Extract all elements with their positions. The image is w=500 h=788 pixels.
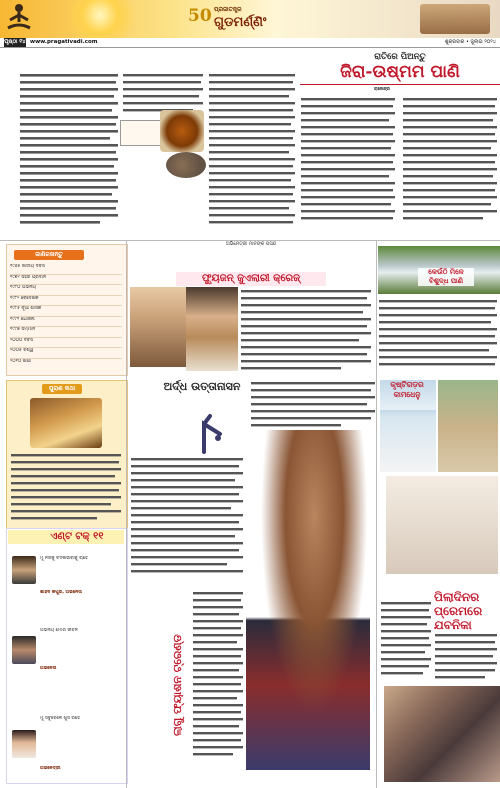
quote-author: ଅଭିନେତ୍ରୀ (40, 766, 61, 771)
article-text-block-3 (208, 72, 296, 240)
facts-title: ଜାଣିରଖନ୍ତୁ (14, 250, 84, 260)
mythology-text (10, 452, 122, 526)
quote-text: ମୁଁ ସବୁବେଳେ ଖୁସି ରହେ (40, 716, 80, 721)
article-text-block-4 (300, 96, 498, 240)
feature-photo (386, 476, 498, 574)
facts-list (10, 264, 122, 370)
cumin-seeds-photo (166, 152, 206, 178)
list-item: ୧୯୬୫ ଜାତୀୟ ଦିବସ (10, 264, 122, 275)
profile-text-2 (434, 632, 498, 684)
mythology-illustration (30, 398, 102, 448)
yoga-pose-icon (184, 404, 242, 454)
actor-photo (12, 636, 36, 664)
section-divider (0, 240, 500, 241)
quote-text: ଅଭିନୟ ମୋର ଜୀବନ (40, 628, 78, 633)
issue-date: ଶୁକ୍ରବାର • ଜୁଲାଇ ୨୦୨୪ (444, 39, 496, 45)
cow-title: କୃଷ୍ଟିଗଡ଼ର କାମଧେନୁ (378, 380, 436, 410)
byline: ରାଜେନ୍ଦ୍ର (373, 87, 391, 92)
cow-photo-2 (438, 380, 498, 472)
model-photo (186, 287, 238, 371)
list-item: ୨୦୦୦ ଦିବସ (10, 338, 122, 349)
list-item: ୧୯୮୦ ଅଭିନୟ (10, 285, 122, 296)
vertical-title: ଲାଗୁ ଫ୍ୟାଶନ ଟ୍ରେଣ୍ଡ (171, 634, 184, 736)
actress-text (192, 590, 244, 778)
waterfall-title: କେଉଁଠି ମିଳେ ବିଶୁଦ୍ଧ ପାଣି (418, 268, 474, 286)
anniversary-logo: 50 (188, 6, 212, 26)
mythology-title: ପୁରାଣ କଥା (42, 384, 82, 394)
quote-text: ମୁଁ ନିଜକୁ ବଦଳାଇବାକୁ ଚାହେଁ (40, 556, 88, 561)
actor-photo (12, 556, 36, 584)
yoga-text (130, 456, 244, 584)
headline-main: ଜିରା-ଉଷ୍ମମ ପାଣି (340, 62, 460, 82)
model-photo (130, 287, 186, 367)
entertainment-title: ଏଣ୍ଟ ଟକ୍ ୧୧ (50, 531, 104, 542)
fashion-title: ଫ୍ୟୁଜନ୍ ଜୁଏଲାରୀ କ୍ରେଜ୍ (201, 273, 301, 284)
column-divider (376, 240, 377, 788)
brand-small: ପ୍ରଜାତନ୍ତ୍ର (214, 6, 242, 13)
column-divider (126, 240, 127, 788)
profile-text (380, 600, 432, 684)
list-item: ୨୦୧୦ ଶିକ୍ଷା (10, 358, 31, 364)
article-text-block-1 (18, 72, 120, 240)
site-url[interactable]: www.pragativadi.com (30, 39, 98, 45)
page-number: ପୃଷ୍ଠା ୧୪ (4, 39, 26, 45)
sunrise-graphic (55, 0, 145, 38)
headline-rule (300, 84, 500, 85)
fashion-text (240, 288, 376, 376)
meditation-figure-icon (4, 2, 34, 34)
list-item: ୨୦୦୫ ବିଶ୍ୱ (10, 348, 122, 359)
actress-photo (12, 730, 36, 758)
fashion-intro: ଅଭିନେତ୍ରୀ ମାନଙ୍କ ପସନ୍ଦ (225, 242, 277, 247)
list-item: ୧୯୯୧ ଯୋଜନା (10, 317, 122, 328)
couple-photo (384, 686, 500, 782)
list-item: ୧୯୯୭ ସମ୍ମାନ (10, 327, 122, 338)
actress-photo (246, 430, 370, 770)
waterfall-text (378, 298, 498, 376)
list-item: ୧୯୭୨ ସହର ପ୍ରଦାନ (10, 275, 122, 286)
list-item: ୧୯୮୫ ନୂଆ ଶାସକ (10, 306, 122, 317)
cumin-water-photo (160, 110, 204, 152)
profile-title: ପିଲାଦିନର ପ୍ରେମରେ ଯବନିକା (434, 590, 483, 632)
quote-author: ଶାହିଦ କପୁର, ଅଭିନେତା (40, 590, 82, 595)
quote-author: ଅଭିନେତା (40, 666, 57, 671)
headline-kicker: ରାତିରେ ପିଅନ୍ତୁ (374, 52, 426, 62)
article-text-block-5 (250, 380, 376, 430)
brand-main: ଗୁଡମର୍ଣ୍ଣିଂ (214, 15, 267, 30)
list-item: ୧୯୮୨ ବୈଦେଶିକ (10, 296, 122, 307)
yoga-title: ଅର୍ଦ୍ଧ ଉତ୍ତାନାସନ (163, 380, 241, 393)
tea-cup-photo (420, 4, 490, 34)
